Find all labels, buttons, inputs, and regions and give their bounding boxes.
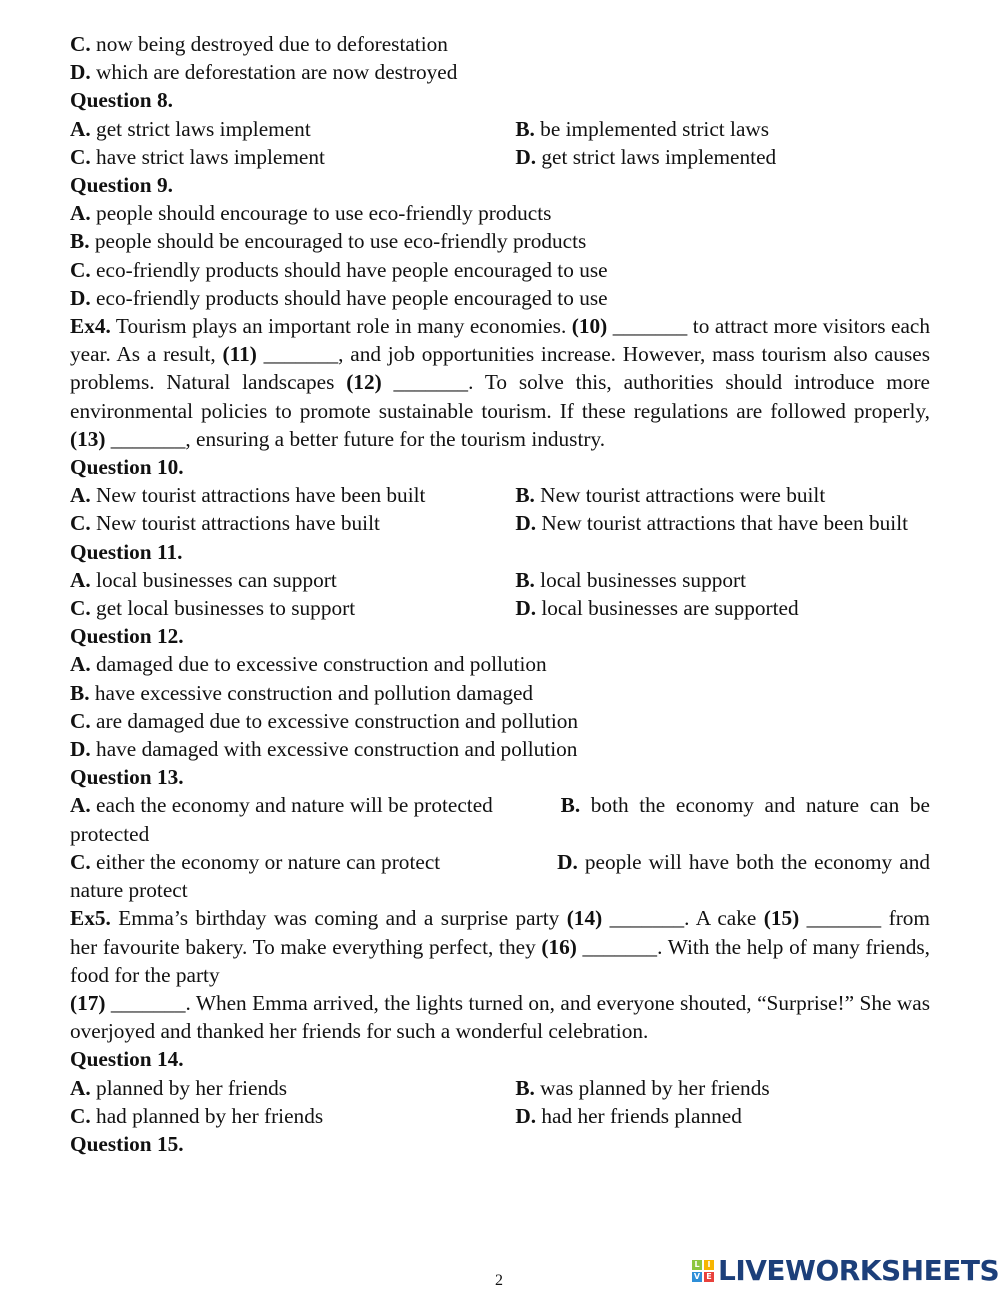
passage-text: _______. A cake bbox=[602, 906, 764, 931]
option-letter: A. bbox=[70, 1075, 91, 1100]
option-text: planned by her friends bbox=[90, 1075, 288, 1100]
option-text: get local businesses to support bbox=[90, 596, 356, 621]
answer-option-row bbox=[70, 791, 930, 847]
answer-option bbox=[70, 594, 510, 622]
option-letter: A. bbox=[70, 116, 91, 141]
option-letter: B. bbox=[515, 116, 535, 141]
option-text: be implemented strict laws bbox=[534, 116, 770, 141]
logo-tile: V bbox=[693, 1272, 701, 1281]
passage-bold-text: (12) bbox=[346, 370, 382, 395]
option-text: New tourist attractions have been built bbox=[90, 483, 426, 508]
option-text: have strict laws implement bbox=[90, 144, 325, 169]
option-text: people should encourage to use eco-friendly products bbox=[90, 201, 552, 226]
answer-option bbox=[70, 256, 930, 284]
option-letter: B. bbox=[515, 567, 535, 592]
passage-text: _______. With the help of many friends, food for the party bbox=[70, 934, 930, 987]
logo-text: LIVEWORKSHEETS bbox=[718, 1254, 1000, 1287]
logo-tiles-icon bbox=[692, 1260, 714, 1282]
option-letter: D. bbox=[515, 596, 537, 621]
option-letter: C. bbox=[70, 708, 91, 733]
option-text: eco-friendly products should have people encouraged to use bbox=[90, 257, 608, 282]
logo-tile: E bbox=[704, 1272, 714, 1282]
option-text: New tourist attractions that have been built bbox=[536, 511, 909, 536]
question-heading: Question 11. bbox=[70, 539, 183, 564]
passage-bold-text: (14) bbox=[566, 906, 603, 931]
answer-option bbox=[70, 735, 930, 763]
answer-option bbox=[70, 848, 550, 876]
question-heading: Question 13. bbox=[70, 765, 184, 790]
option-letter: B. bbox=[70, 229, 90, 254]
option-letter: D. bbox=[70, 737, 91, 762]
answer-option bbox=[70, 679, 930, 707]
passage-text: _______, and job opportunities increase. However, mass tourism also causes problems. Natural landscapes bbox=[70, 342, 930, 395]
option-text: local businesses can support bbox=[90, 567, 337, 592]
passage-text: _______, ensuring a better future for the tourism industry. bbox=[105, 426, 606, 451]
answer-option bbox=[70, 115, 510, 143]
answer-option-row bbox=[70, 848, 930, 904]
option-letter: A. bbox=[70, 652, 91, 677]
answer-option bbox=[70, 1074, 510, 1102]
answer-option-row bbox=[70, 143, 930, 171]
option-letter: A. bbox=[70, 567, 91, 592]
answer-option-row bbox=[70, 594, 930, 622]
logo-tile: L bbox=[692, 1260, 702, 1270]
answer-option bbox=[70, 707, 930, 735]
question-heading: Question 10. bbox=[70, 455, 184, 480]
passage-paragraph bbox=[70, 904, 930, 989]
passage-bold-text: Ex4. bbox=[70, 314, 111, 339]
answer-option-row bbox=[70, 1074, 930, 1102]
passage-text: Tourism plays an important role in many economies. bbox=[110, 314, 572, 339]
option-letter: D. bbox=[515, 1103, 537, 1128]
option-text: get strict laws implement bbox=[90, 116, 311, 141]
answer-option bbox=[70, 227, 930, 255]
option-text: now being destroyed due to deforestation bbox=[90, 32, 448, 56]
option-letter: C. bbox=[70, 32, 91, 56]
answer-option bbox=[70, 791, 550, 819]
option-letter: B. bbox=[515, 483, 535, 508]
answer-option bbox=[70, 199, 930, 227]
option-text: New tourist attractions were built bbox=[534, 483, 826, 508]
option-text: New tourist attractions have built bbox=[90, 511, 380, 536]
option-letter: A. bbox=[70, 201, 91, 226]
option-text: was planned by her friends bbox=[534, 1075, 770, 1100]
passage-bold-text: (13) bbox=[70, 426, 106, 451]
option-letter: A. bbox=[70, 483, 91, 508]
option-text: damaged due to excessive construction and pollution bbox=[90, 652, 547, 677]
passage-paragraph bbox=[70, 312, 930, 453]
option-letter: C. bbox=[70, 1103, 91, 1128]
option-text: have damaged with excessive construction and pollution bbox=[90, 737, 578, 762]
option-text: people will have both the economy and nature protect bbox=[70, 849, 930, 903]
passage-bold-text: (10) bbox=[571, 314, 608, 339]
question-heading: Question 9. bbox=[70, 173, 173, 198]
passage-text: _______ to attract more visitors each year. As a result, bbox=[70, 314, 931, 367]
liveworksheets-logo bbox=[692, 1254, 999, 1287]
answer-option bbox=[70, 566, 510, 594]
answer-option bbox=[70, 284, 930, 312]
option-text: both the economy and nature can be protected bbox=[70, 793, 930, 846]
passage-text: _______ from her favourite bakery. To make everything perfect, they bbox=[70, 906, 930, 959]
answer-option bbox=[70, 650, 930, 678]
option-letter: D. bbox=[515, 144, 537, 169]
question-heading: Question 12. bbox=[70, 624, 184, 649]
option-text: local businesses are supported bbox=[536, 596, 799, 621]
passage-bold-text: (15) bbox=[763, 906, 800, 931]
option-letter: D. bbox=[70, 60, 91, 85]
option-letter: B. bbox=[560, 793, 581, 818]
option-letter: A. bbox=[70, 793, 91, 818]
answer-option bbox=[70, 1102, 510, 1130]
answer-option bbox=[70, 481, 510, 509]
passage-bold-text: (16) bbox=[541, 934, 577, 959]
option-text: had her friends planned bbox=[536, 1103, 742, 1128]
option-letter: B. bbox=[70, 680, 90, 705]
option-text: either the economy or nature can protect bbox=[90, 849, 441, 874]
passage-bold-text: (17) bbox=[70, 990, 106, 1015]
option-letter: D. bbox=[70, 285, 91, 310]
passage-text: Emma’s birthday was coming and a surprise party bbox=[110, 906, 567, 931]
option-letter: C. bbox=[70, 511, 91, 536]
passage-paragraph bbox=[70, 989, 930, 1045]
option-letter: C. bbox=[70, 257, 91, 282]
passage-text: _______. When Emma arrived, the lights turned on, and everyone shouted, “Surprise!” She was overjoyed and thanked her friends for such a wonderful celebration. bbox=[70, 990, 930, 1044]
logo-tile: I bbox=[704, 1260, 714, 1270]
answer-option-row bbox=[70, 509, 930, 537]
answer-option-row bbox=[70, 1102, 930, 1130]
question-heading: Question 14. bbox=[70, 1047, 184, 1072]
answer-option-row bbox=[70, 566, 930, 594]
option-letter: B. bbox=[515, 1075, 535, 1100]
option-text: had planned by her friends bbox=[90, 1103, 324, 1128]
option-text: are damaged due to excessive construction and pollution bbox=[90, 708, 579, 733]
passage-bold-text: Ex5. bbox=[70, 906, 111, 931]
worksheet-content bbox=[70, 30, 930, 1158]
option-letter: C. bbox=[70, 596, 91, 621]
question-heading: Question 8. bbox=[70, 88, 173, 113]
answer-option bbox=[70, 30, 930, 58]
option-letter: D. bbox=[515, 511, 537, 536]
option-text: which are deforestation are now destroyed bbox=[90, 60, 458, 85]
option-text: local businesses support bbox=[534, 567, 747, 592]
passage-bold-text: (11) bbox=[222, 342, 257, 367]
passage-text: _______. To solve this, authorities should introduce more environmental policies to promote sustainable tourism. If these regulations are followed properly, bbox=[70, 370, 930, 423]
option-text: each the economy and nature will be protected bbox=[90, 793, 493, 818]
option-letter: C. bbox=[70, 144, 91, 169]
answer-option bbox=[70, 58, 930, 86]
option-letter: C. bbox=[70, 849, 91, 874]
answer-option bbox=[70, 509, 510, 537]
option-text: get strict laws implemented bbox=[536, 144, 777, 169]
option-text: people should be encouraged to use eco-friendly products bbox=[89, 229, 587, 254]
answer-option bbox=[70, 143, 510, 171]
page-number: 2 bbox=[495, 1272, 503, 1289]
option-text: have excessive construction and pollution damaged bbox=[89, 680, 534, 705]
question-heading: Question 15. bbox=[70, 1131, 184, 1156]
answer-option-row bbox=[70, 115, 930, 143]
option-letter: D. bbox=[557, 849, 578, 874]
option-text: eco-friendly products should have people encouraged to use bbox=[90, 285, 608, 310]
answer-option-row bbox=[70, 481, 930, 509]
